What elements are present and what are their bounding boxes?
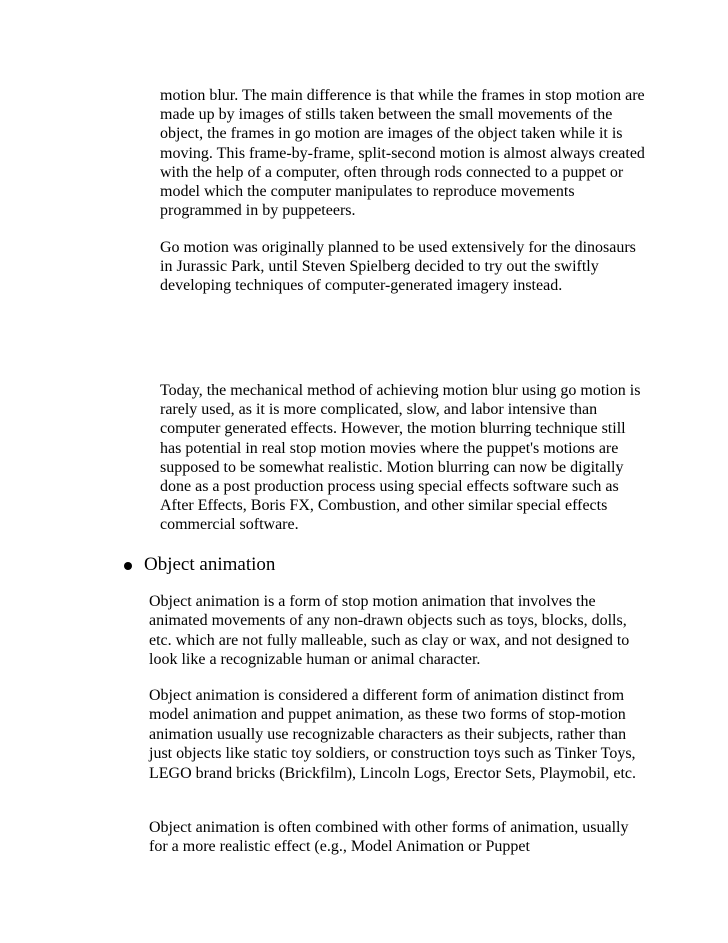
paragraph-object-animation-combined: Object animation is often combined with other forms of animation, usually for a more realistic effect (e.g., Model Animation or Puppet: [149, 819, 629, 856]
bullet-list-item: [124, 552, 275, 578]
paragraph-jurassic-park: Go motion was originally planned to be used extensively for the dinosaurs in Jurassic Park, until Steven Spielberg decided to try out the swiftly developing techniques of computer-generated imagery instead.: [160, 239, 636, 295]
paragraph-object-animation-definition: Object animation is a form of stop motion animation that involves the animated movements of any non-drawn objects such as toys, blocks, dolls, etc. which are not fully malleable, such as clay or wax, and not designed to look like a recognizable human or animal character.: [149, 593, 630, 669]
paragraph-object-animation-distinct: Object animation is considered a different form of animation distinct from model animation and puppet animation, as these two forms of stop-motion animation usually use recognizable characters as their subjects, rather than just objects like static toy soldiers, or construction toys such as Tinker Toys, LEGO brand bricks (Brickfilm), Lincoln Logs, Erector Sets, Playmobil, etc.: [149, 687, 636, 782]
paragraph-go-motion-blur: motion blur. The main difference is that while the frames in stop motion are made up by images of stills taken between the small movements of the object, the frames in go motion are images of the object taken while it is moving. This frame-by-frame, split-second motion is almost always created with the help of a computer, often through rods connected to a puppet or model which the computer manipulates to reproduce movements programmed in by puppeteers.: [160, 87, 645, 220]
section-heading: Object animation: [144, 554, 276, 575]
bullet-icon: [124, 562, 132, 570]
paragraph-today-motion-blur: Today, the mechanical method of achieving motion blur using go motion is rarely used, as it is more complicated, slow, and labor intensive than computer generated effects. However, the motion blurring technique still has potential in real stop motion movies where the puppet's motions are supposed to be somewhat realistic. Motion blurring can now be digitally done as a post production process using special effects software such as After Effects, Boris FX, Combustion, and other similar special effects commercial software.: [160, 382, 641, 534]
